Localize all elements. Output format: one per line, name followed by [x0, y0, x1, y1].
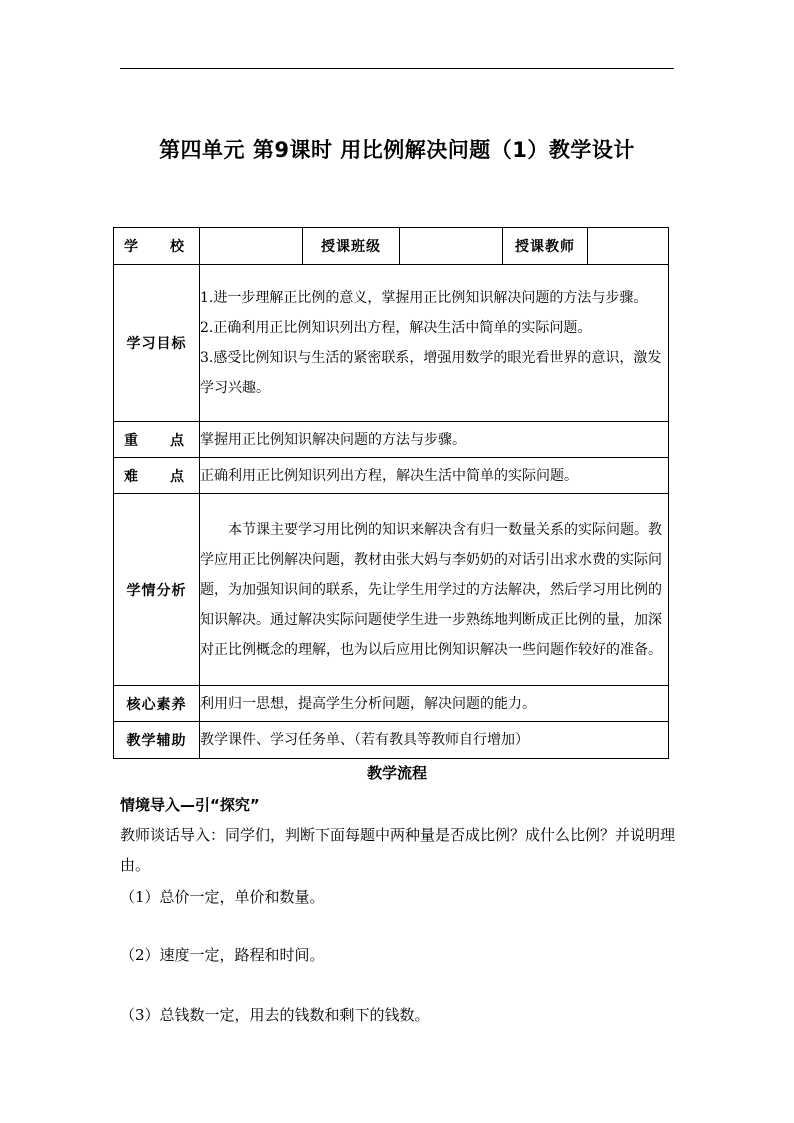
header-rule: [120, 68, 674, 69]
table-row: [114, 458, 669, 494]
aids-label: 教学辅助: [114, 722, 200, 759]
literacy-label: 核心素养: [114, 686, 200, 722]
goal-item: 2.正确利用正比例知识列出方程，解决生活中简单的实际问题。: [200, 320, 592, 336]
difficulty-label: 难 点: [114, 458, 200, 494]
flow-title: 教学流程: [366, 764, 427, 782]
teacher-value-cell: [588, 228, 669, 265]
goals-cell: [200, 265, 669, 422]
difficulty-text: 正确利用正比例知识列出方程，解决生活中简单的实际问题。: [200, 458, 669, 494]
question-item: （1）总价一定，单价和数量。: [120, 888, 325, 906]
intro-text: 教师谈话导入：同学们，判断下面每题中两种量是否成比例？成什么比例？并说明理由。: [120, 826, 676, 874]
table-row: [114, 228, 669, 265]
school-value-cell: [200, 228, 303, 265]
document-title: 第四单元 第9课时 用比例解决问题（1）教学设计: [159, 138, 635, 162]
lesson-info-table: [113, 227, 669, 759]
table-row: [114, 265, 669, 422]
class-label: 授课班级: [303, 228, 400, 265]
table-row: [114, 722, 669, 759]
table-row: [114, 422, 669, 458]
question-item: （3）总钱数一定，用去的钱数和剩下的钱数。: [120, 1006, 430, 1024]
intro-paragraph: [120, 820, 680, 880]
question-item: （2）速度一定，路程和时间。: [120, 946, 325, 964]
goal-item: 1.进一步理解正比例的意义，掌握用正比例知识解决问题的方法与步骤。: [200, 290, 648, 306]
aids-text: 教学课件、学习任务单、（若有教具等教师自行增加）: [200, 722, 669, 759]
school-label: 学 校: [114, 228, 200, 265]
table-row: [114, 686, 669, 722]
goals-label: 学习目标: [114, 265, 200, 422]
class-value-cell: [400, 228, 503, 265]
literacy-text: 利用归一思想，提高学生分析问题，解决问题的能力。: [200, 686, 669, 722]
analysis-cell: [200, 494, 669, 686]
analysis-text: 本节课主要学习用比例的知识来解决含有归一数量关系的实际问题。教学应用正比例解决问题，教材由张大妈与李奶奶的对话引出求水费的实际问题，为加强知识间的联系，先让学生用学过的方法解决，然后学习用比例的知识解决。通过解决实际问题使学生进一步熟练地判断成正比例的量，加深对正比例概念的理解，也为以后应用比例知识解决一些问题作较好的准备。: [200, 521, 662, 658]
analysis-label: 学情分析: [114, 494, 200, 686]
key-point-text: 掌握用正比例知识解决问题的方法与步骤。: [200, 422, 669, 458]
teacher-label: 授课教师: [503, 228, 588, 265]
goal-item: 3.感受比例知识与生活的紧密联系，增强用数学的眼光看世界的意识，激发学习兴趣。: [200, 350, 662, 396]
key-point-label: 重 点: [114, 422, 200, 458]
table-row: [114, 494, 669, 686]
section-heading: 情境导入—引“探究”: [120, 796, 260, 814]
